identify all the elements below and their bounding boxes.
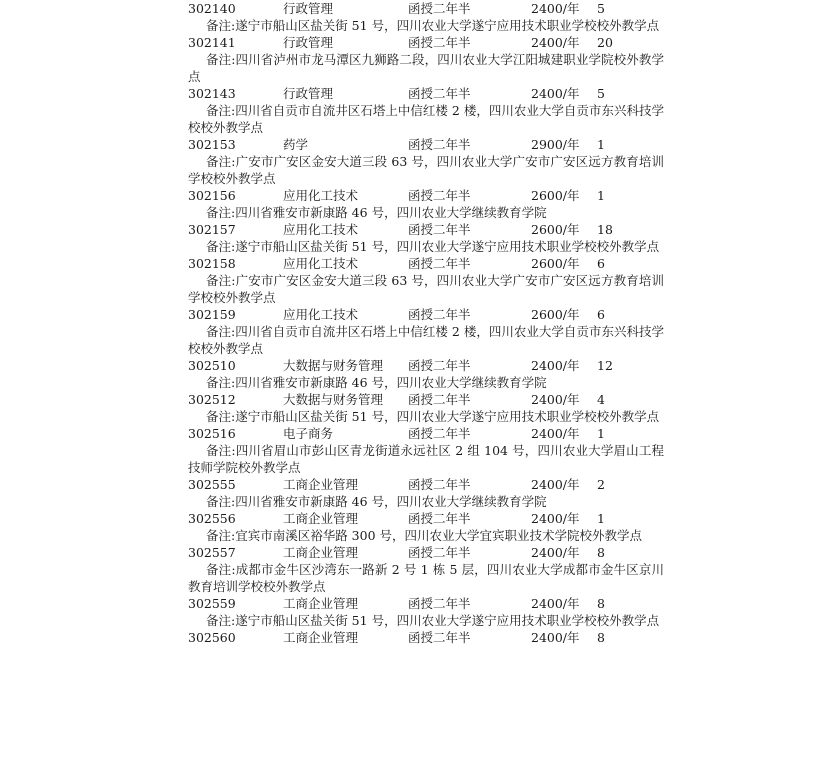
major-code: 302559 — [188, 596, 236, 611]
major-code: 302140 — [188, 1, 236, 16]
enrollment-entry — [0, 136, 838, 187]
enrollment-quota: 1 — [597, 511, 605, 526]
entry-row — [0, 0, 838, 17]
entry-note: 备注:广安市广安区金安大道三段 63 号，四川农业大学广安市广安区远方教育培训学校校外教学点 — [188, 154, 664, 186]
major-code: 302143 — [188, 86, 236, 101]
entry-note: 备注:四川省自贡市自流井区石塔上中信红楼 2 楼，四川农业大学自贡市东兴科技学校校外教学点 — [188, 103, 664, 135]
tuition-fee: 2400/年 — [531, 392, 580, 407]
major-name: 药学 — [283, 137, 309, 152]
study-mode: 函授二年半 — [408, 307, 471, 322]
tuition-fee: 2400/年 — [531, 358, 580, 373]
enrollment-quota: 6 — [597, 307, 605, 322]
major-name: 应用化工技术 — [283, 256, 359, 271]
enrollment-quota: 1 — [597, 426, 605, 441]
enrollment-quota: 6 — [597, 256, 605, 271]
entry-row — [0, 136, 838, 153]
study-mode: 函授二年半 — [408, 35, 471, 50]
study-mode: 函授二年半 — [408, 256, 471, 271]
tuition-fee: 2400/年 — [531, 426, 580, 441]
major-name: 应用化工技术 — [283, 188, 359, 203]
entry-row — [0, 85, 838, 102]
entry-note: 备注:遂宁市船山区盐关街 51 号，四川农业大学遂宁应用技术职业学校校外教学点 — [206, 613, 660, 628]
entry-note: 备注:四川省雅安市新康路 46 号，四川农业大学继续教育学院 — [206, 205, 547, 220]
major-code: 302153 — [188, 137, 236, 152]
major-code: 302141 — [188, 35, 236, 50]
entry-row — [0, 187, 838, 204]
entry-row — [0, 544, 838, 561]
major-name: 应用化工技术 — [283, 307, 359, 322]
enrollment-quota: 8 — [597, 545, 605, 560]
study-mode: 函授二年半 — [408, 511, 471, 526]
entry-note: 备注:四川省雅安市新康路 46 号，四川农业大学继续教育学院 — [206, 494, 547, 509]
entry-row — [0, 306, 838, 323]
enrollment-entry — [0, 595, 838, 629]
entry-note: 备注:四川省眉山市彭山区青龙街道永远社区 2 组 104 号，四川农业大学眉山工程技师学院校外教学点 — [188, 443, 664, 475]
major-name: 大数据与财务管理 — [283, 358, 384, 373]
entry-row — [0, 425, 838, 442]
enrollment-quota: 5 — [597, 86, 605, 101]
study-mode: 函授二年半 — [408, 426, 471, 441]
enrollment-quota: 20 — [597, 35, 613, 50]
major-name: 行政管理 — [283, 86, 334, 101]
study-mode: 函授二年半 — [408, 222, 471, 237]
tuition-fee: 2900/年 — [531, 137, 580, 152]
tuition-fee: 2400/年 — [531, 511, 580, 526]
entry-row — [0, 255, 838, 272]
enrollment-quota: 1 — [597, 188, 605, 203]
tuition-fee: 2400/年 — [531, 545, 580, 560]
enrollment-quota: 18 — [597, 222, 613, 237]
major-code: 302158 — [188, 256, 236, 271]
entry-note: 备注:四川省雅安市新康路 46 号，四川农业大学继续教育学院 — [206, 375, 547, 390]
enrollment-quota: 2 — [597, 477, 605, 492]
entry-row — [0, 34, 838, 51]
study-mode: 函授二年半 — [408, 188, 471, 203]
major-name: 电子商务 — [283, 426, 334, 441]
entry-row — [0, 629, 838, 646]
major-code: 302510 — [188, 358, 236, 373]
study-mode: 函授二年半 — [408, 358, 471, 373]
tuition-fee: 2400/年 — [531, 86, 580, 101]
major-code: 302516 — [188, 426, 236, 441]
tuition-fee: 2400/年 — [531, 1, 580, 16]
major-code: 302556 — [188, 511, 236, 526]
enrollment-entry — [0, 306, 838, 357]
enrollment-entry — [0, 357, 838, 391]
enrollment-quota: 4 — [597, 392, 605, 407]
enrollment-quota: 1 — [597, 137, 605, 152]
entry-row — [0, 221, 838, 238]
enrollment-quota: 8 — [597, 596, 605, 611]
major-code: 302157 — [188, 222, 236, 237]
entry-note: 备注:成都市金牛区沙湾东一路新 2 号 1 栋 5 层，四川农业大学成都市金牛区京川教育培训学校校外教学点 — [188, 562, 664, 594]
tuition-fee: 2600/年 — [531, 256, 580, 271]
study-mode: 函授二年半 — [408, 1, 471, 16]
entry-row — [0, 357, 838, 374]
major-code: 302560 — [188, 630, 236, 645]
tuition-fee: 2600/年 — [531, 222, 580, 237]
entry-row — [0, 595, 838, 612]
enrollment-entry — [0, 510, 838, 544]
enrollment-entry — [0, 34, 838, 85]
enrollment-entry — [0, 0, 838, 34]
major-name: 大数据与财务管理 — [283, 392, 384, 407]
study-mode: 函授二年半 — [408, 545, 471, 560]
major-name: 工商企业管理 — [283, 596, 359, 611]
major-name: 行政管理 — [283, 35, 334, 50]
major-code: 302159 — [188, 307, 236, 322]
entry-note: 备注:遂宁市船山区盐关街 51 号，四川农业大学遂宁应用技术职业学校校外教学点 — [206, 409, 660, 424]
entry-row — [0, 476, 838, 493]
enrollment-entry — [0, 221, 838, 255]
tuition-fee: 2400/年 — [531, 630, 580, 645]
study-mode: 函授二年半 — [408, 392, 471, 407]
enrollment-entry — [0, 629, 838, 646]
major-name: 工商企业管理 — [283, 545, 359, 560]
tuition-fee: 2400/年 — [531, 596, 580, 611]
entry-row — [0, 391, 838, 408]
enrollment-entry — [0, 391, 838, 425]
major-name: 工商企业管理 — [283, 477, 359, 492]
study-mode: 函授二年半 — [408, 137, 471, 152]
entry-note: 备注:宜宾市南溪区裕华路 300 号，四川农业大学宜宾职业技术学院校外教学点 — [206, 528, 643, 543]
tuition-fee: 2400/年 — [531, 477, 580, 492]
major-name: 应用化工技术 — [283, 222, 359, 237]
entry-note: 备注:遂宁市船山区盐关街 51 号，四川农业大学遂宁应用技术职业学校校外教学点 — [206, 239, 660, 254]
enrollment-entry — [0, 425, 838, 476]
enrollment-quota: 12 — [597, 358, 613, 373]
major-code: 302555 — [188, 477, 236, 492]
major-name: 工商企业管理 — [283, 630, 359, 645]
study-mode: 函授二年半 — [408, 477, 471, 492]
enrollment-entry — [0, 476, 838, 510]
enrollment-entry — [0, 187, 838, 221]
enrollment-entry — [0, 85, 838, 136]
entry-note: 备注:四川省自贡市自流井区石塔上中信红楼 2 楼，四川农业大学自贡市东兴科技学校校外教学点 — [188, 324, 664, 356]
study-mode: 函授二年半 — [408, 86, 471, 101]
major-code: 302156 — [188, 188, 236, 203]
entry-note: 备注:遂宁市船山区盐关街 51 号，四川农业大学遂宁应用技术职业学校校外教学点 — [206, 18, 660, 33]
major-name: 行政管理 — [283, 1, 334, 16]
entry-row — [0, 510, 838, 527]
major-code: 302557 — [188, 545, 236, 560]
tuition-fee: 2600/年 — [531, 188, 580, 203]
enrollment-quota: 8 — [597, 630, 605, 645]
tuition-fee: 2400/年 — [531, 35, 580, 50]
tuition-fee: 2600/年 — [531, 307, 580, 322]
study-mode: 函授二年半 — [408, 596, 471, 611]
major-code: 302512 — [188, 392, 236, 407]
major-name: 工商企业管理 — [283, 511, 359, 526]
entry-note: 备注:广安市广安区金安大道三段 63 号，四川农业大学广安市广安区远方教育培训学校校外教学点 — [188, 273, 664, 305]
enrollment-quota: 5 — [597, 1, 605, 16]
study-mode: 函授二年半 — [408, 630, 471, 645]
enrollment-entry — [0, 255, 838, 306]
entry-note: 备注:四川省泸州市龙马潭区九狮路二段，四川农业大学江阳城建职业学院校外教学点 — [188, 52, 664, 84]
enrollment-entry — [0, 544, 838, 595]
